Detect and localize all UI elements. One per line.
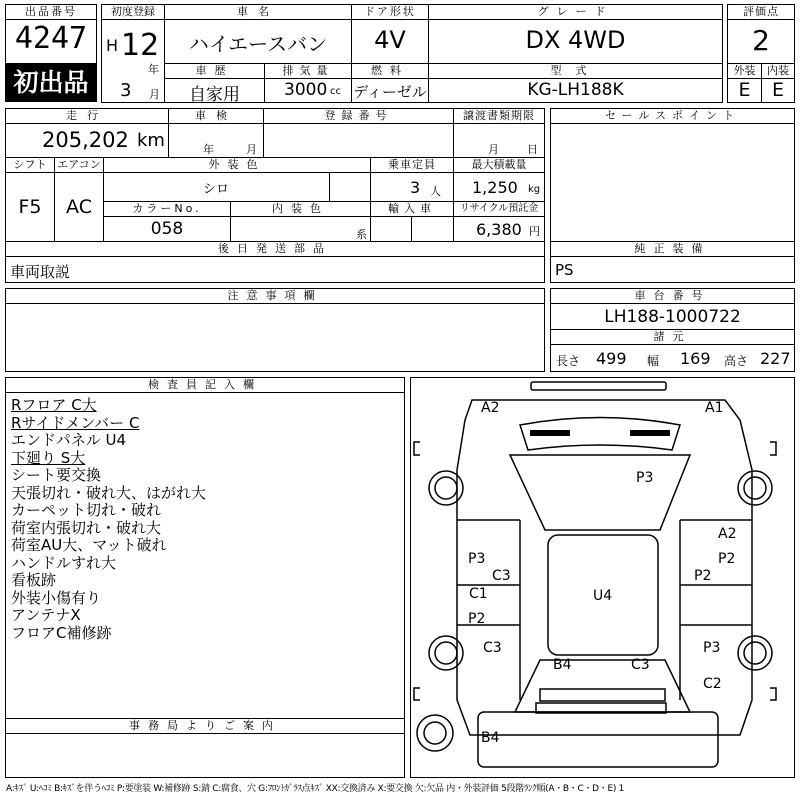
- inspection-month-unit: 月: [246, 143, 257, 156]
- capacity-label: 乗車定員: [370, 157, 454, 173]
- model-label: 型式: [428, 63, 723, 79]
- caution-label: 注意事項欄: [5, 288, 545, 304]
- inspection-label: 車検: [168, 108, 264, 124]
- ext-grade: E: [738, 79, 751, 101]
- bumper-rear-outline: [540, 689, 665, 701]
- car-name: ハイエースバン: [188, 32, 328, 56]
- inspector-note: Rサイドメンバー C: [11, 413, 140, 432]
- rear-right-wheel: [738, 636, 772, 670]
- front-left-wheel: [429, 471, 463, 505]
- interior-color-suffix: 系: [356, 228, 367, 241]
- history: 自家用: [189, 85, 240, 105]
- color-no-label: カラーNo.: [103, 201, 231, 217]
- max-load-unit: kg: [528, 184, 541, 195]
- mark-c3-left: C3: [492, 568, 511, 584]
- recycle-label: リサイクル預託金: [453, 201, 545, 217]
- year-unit: 年: [148, 63, 159, 76]
- inspector-note: 下廻り S大: [11, 448, 86, 467]
- era: H: [106, 36, 119, 55]
- score: 2: [752, 24, 770, 57]
- inspector-note: 外装小傷有り: [11, 588, 102, 607]
- lot-number: 4247: [14, 21, 88, 56]
- height: 227: [760, 349, 791, 368]
- registration-month: 3: [120, 80, 132, 101]
- sales-point-label: セールスポイント: [550, 108, 795, 124]
- capacity-unit: 人: [430, 185, 441, 198]
- wiper-left: [530, 430, 570, 436]
- chassis-number: LH188-1000722: [604, 307, 741, 327]
- inspector-note: 荷室内張切れ・破れ大: [11, 518, 162, 537]
- color: シロ: [202, 182, 229, 197]
- mark-c1-left: C1: [469, 586, 488, 602]
- mark-p3-left: P3: [468, 551, 486, 567]
- inspector-note: ハンドルすれ大: [11, 553, 117, 572]
- front-right-wheel: [738, 471, 772, 505]
- shift-label: シフト: [5, 157, 55, 173]
- length: 499: [596, 349, 627, 368]
- interior-color-label: 内装色: [230, 201, 371, 217]
- transfer-month: 月: [488, 143, 499, 156]
- sales-point-cell: [550, 108, 795, 242]
- dims-label: 諸元: [550, 329, 795, 345]
- ext-grade-label: 外装: [727, 63, 762, 79]
- color-no: 058: [150, 219, 184, 239]
- recycle-unit: 円: [529, 225, 540, 238]
- wiper-right: [630, 430, 670, 436]
- inspector-note: 天張切れ・破れ大、はがれ大: [11, 483, 207, 502]
- grade-label: グレード: [428, 4, 723, 20]
- fuel: ディーゼル: [353, 83, 427, 101]
- max-load: 1,250: [472, 178, 518, 197]
- mileage-label: 走行: [5, 108, 169, 124]
- displacement-label: 排気量: [264, 63, 352, 79]
- mark-a1-front: A1: [705, 400, 724, 416]
- model: KG-LH188K: [527, 80, 624, 100]
- mileage: 205,202: [42, 128, 129, 152]
- car-name-label: 車名: [164, 4, 352, 20]
- length-label: 長さ: [556, 354, 581, 368]
- mileage-unit: km: [137, 130, 165, 151]
- rear-floor-outline: [478, 712, 718, 767]
- registration-year: 12: [121, 28, 160, 63]
- front-right-wheel-inner: [744, 477, 766, 499]
- first-listing-badge: 初出品: [5, 64, 97, 102]
- genuine-equipment: PS: [555, 261, 574, 279]
- inspector-notes-list: [11, 397, 206, 642]
- shift: F5: [18, 196, 42, 218]
- mark-c3-left-rear: C3: [483, 640, 502, 656]
- hood-outline: [510, 455, 690, 530]
- genuine-label: 純正装備: [550, 241, 795, 257]
- mark-b4-rear: B4: [553, 657, 572, 673]
- chassis-label: 車台番号: [550, 288, 795, 304]
- score-label: 評価点: [727, 4, 795, 20]
- width-label: 幅: [647, 354, 660, 368]
- inspector-note: シート要交換: [11, 466, 102, 484]
- mark-p3-hood: P3: [636, 470, 654, 486]
- ac-label: エアコン: [54, 157, 104, 173]
- later-parts-label: 後日発送部品: [5, 241, 545, 257]
- rear-right-wheel-inner: [744, 642, 766, 664]
- right-rear-bracket: [770, 688, 776, 700]
- capacity: 3: [410, 178, 421, 197]
- inspector-note: フロアC補修跡: [11, 623, 112, 642]
- mark-u4-roof: U4: [593, 588, 613, 604]
- height-label: 高さ: [724, 354, 749, 368]
- left-mirror-bracket: [414, 442, 420, 455]
- int-grade: E: [771, 79, 784, 101]
- int-grade-label: 内装: [761, 63, 795, 79]
- transfer-label: 譲渡書類期限: [453, 108, 545, 124]
- color-label: 外装色: [103, 157, 371, 173]
- inspector-note: エンドパネル U4: [11, 431, 126, 449]
- mark-p2-left: P2: [468, 611, 486, 627]
- damage-code-legend: A:ｷｽﾞ U:ﾍｺﾐ B:ｷｽﾞを伴うﾍｺﾐ P:要塗装 W:補修跡 S:錆 C:腐食、穴 G:ﾌﾛﾝﾄｶﾞﾗｽ点ｷｽﾞ XX:交換済み X:要交換 欠:欠品 内・外装評価 5段階ﾗﾝｸ順(A・B・C・D・E) 1: [6, 784, 625, 794]
- color-divider: [329, 172, 330, 202]
- displacement-unit: cc: [330, 86, 341, 97]
- recycle: 6,380: [476, 220, 522, 239]
- mark-a2-right: A2: [718, 526, 737, 542]
- vehicle-diagram: [410, 377, 795, 778]
- inspector-note: カーペット切れ・破れ: [11, 501, 162, 519]
- door-type: 4V: [374, 26, 406, 54]
- mark-p2-right-door: P2: [718, 551, 736, 567]
- inspector-label: 検査員記入欄: [5, 377, 405, 393]
- bumper-front-outline: [531, 382, 666, 390]
- inspector-note: 荷室AU大、マット破れ: [11, 536, 167, 554]
- mark-c2-right-rear: C2: [703, 676, 722, 692]
- mark-b4-bottom: B4: [481, 730, 500, 746]
- mark-p2-right-sill: P2: [694, 568, 712, 584]
- month-unit: 月: [149, 88, 160, 101]
- left-rear-bracket: [414, 688, 420, 700]
- width: 169: [680, 349, 711, 368]
- fuel-label: 燃料: [351, 63, 429, 79]
- front-left-wheel-inner: [435, 477, 457, 499]
- door-label: ドア形状: [351, 4, 429, 20]
- import-label: 輸入車: [370, 201, 454, 217]
- grade: DX 4WD: [525, 26, 626, 54]
- inspector-note: アンテナX: [11, 606, 81, 624]
- displacement: 3000: [284, 80, 328, 100]
- rear-left-wheel: [429, 636, 463, 670]
- later-parts: 車両取説: [10, 263, 71, 281]
- office-label: 事務局よりご案内: [5, 718, 405, 734]
- right-mirror-bracket: [770, 442, 776, 455]
- first-registration-label: 初度登録: [101, 4, 165, 20]
- ac: AC: [66, 196, 92, 218]
- transfer-day: 日: [527, 143, 538, 156]
- lot-number-label: 出品番号: [5, 4, 97, 20]
- spare-wheel-inner: [424, 722, 446, 744]
- mark-p3-right-rear: P3: [703, 640, 721, 656]
- rear-panel-outline: [515, 660, 690, 712]
- mark-a2-front: A2: [481, 400, 500, 416]
- rear-left-wheel-inner: [435, 642, 457, 664]
- inspector-note: 看板跡: [11, 571, 57, 589]
- registration-label: 登録番号: [263, 108, 454, 124]
- max-load-label: 最大積載量: [453, 157, 545, 173]
- import-divider: [411, 216, 412, 242]
- spare-wheel: [417, 715, 453, 751]
- mark-c3-rear: C3: [631, 657, 650, 673]
- inspection-year-unit: 年: [203, 143, 214, 156]
- history-label: 車歴: [164, 63, 265, 79]
- inspector-note: Rフロア C大: [11, 396, 97, 414]
